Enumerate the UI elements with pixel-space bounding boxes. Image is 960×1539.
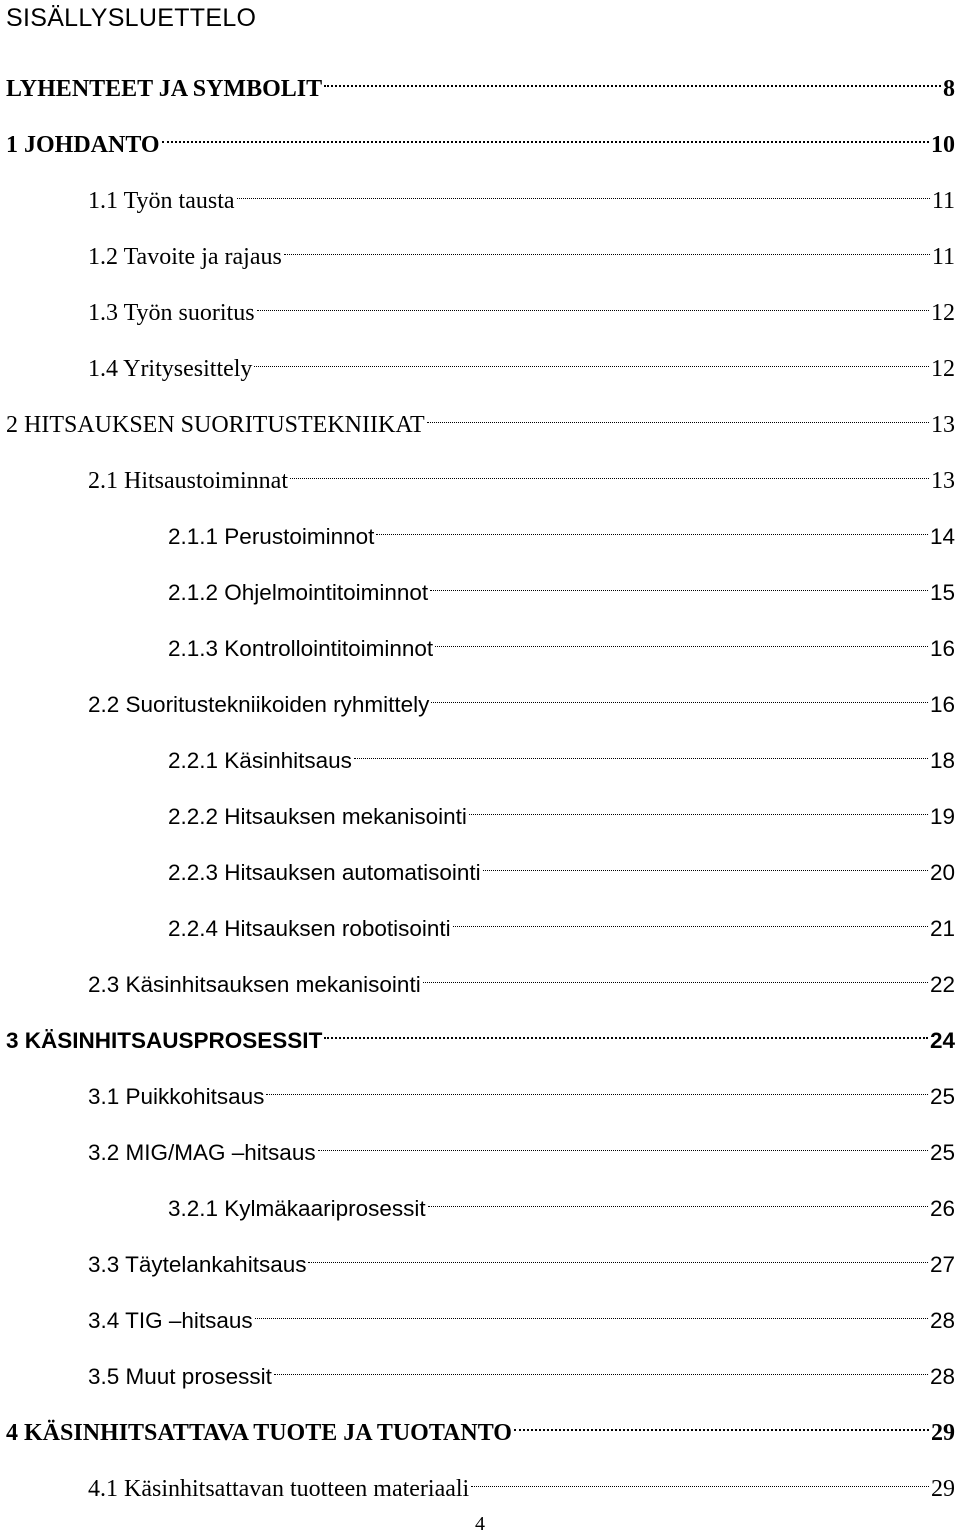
toc-entry[interactable] <box>88 448 955 494</box>
toc-entry[interactable] <box>6 1400 955 1446</box>
toc-entry-page: 28 <box>929 1308 955 1333</box>
toc-entry-page: 11 <box>931 244 955 270</box>
toc-entry-page: 21 <box>929 916 955 941</box>
toc-entry[interactable] <box>168 504 955 549</box>
dot-leader <box>254 336 929 376</box>
dot-leader <box>237 168 930 208</box>
dot-leader <box>483 840 928 880</box>
toc-entry[interactable] <box>6 1008 955 1053</box>
toc-entry-page: 8 <box>943 76 955 102</box>
toc-entry-page: 27 <box>929 1252 955 1277</box>
toc-entry-page: 10 <box>931 132 955 158</box>
toc-entry-page: 14 <box>929 524 955 549</box>
toc-entry-label: 1.3 Työn suoritus <box>88 300 255 326</box>
toc-entry-label: 3.2 MIG/MAG –hitsaus <box>88 1140 316 1165</box>
toc-entry-page: 16 <box>929 692 955 717</box>
toc-entry-label: 2.3 Käsinhitsauksen mekanisointi <box>88 972 421 997</box>
toc-entry-label: 2 HITSAUKSEN SUORITUSTEKNIIKAT <box>6 412 425 438</box>
toc-entry[interactable] <box>88 1288 955 1333</box>
dot-leader <box>266 1064 928 1104</box>
dot-leader <box>274 1344 928 1384</box>
toc-entry-label: 1.1 Työn tausta <box>88 188 235 214</box>
toc-entry-page: 11 <box>931 188 955 214</box>
toc-entry-label: 4 KÄSINHITSATTAVA TUOTE JA TUOTANTO <box>6 1420 512 1446</box>
toc-entry-label: 3.5 Muut prosessit <box>88 1364 272 1389</box>
dot-leader <box>324 56 941 96</box>
dot-leader <box>318 1120 928 1160</box>
dot-leader <box>427 392 929 432</box>
dot-leader <box>255 1288 928 1328</box>
toc-entry-label: 3.1 Puikkohitsaus <box>88 1084 265 1109</box>
toc-entry-page: 25 <box>929 1084 955 1109</box>
toc-entry-page: 13 <box>931 468 955 494</box>
toc-entry[interactable] <box>88 672 955 717</box>
toc-entry[interactable] <box>88 224 955 270</box>
toc-entry[interactable] <box>168 728 955 773</box>
toc-entry[interactable] <box>6 56 955 102</box>
dot-leader <box>423 952 928 992</box>
dot-leader <box>257 280 929 320</box>
toc-entry-label: 3.2.1 Kylmäkaariprosessit <box>168 1196 426 1221</box>
toc-entry-label: 2.2 Suoritustekniikoiden ryhmittely <box>88 692 430 717</box>
dot-leader <box>430 560 928 600</box>
toc-entry-label: 3 KÄSINHITSAUSPROSESSIT <box>6 1028 323 1053</box>
toc-heading: SISÄLLYSLUETTELO <box>6 4 257 32</box>
toc-entry-label: 2.2.1 Käsinhitsaus <box>168 748 352 773</box>
toc-entry-label: 1.4 Yritysesittely <box>88 356 253 382</box>
toc-entry-page: 18 <box>929 748 955 773</box>
toc-entry-page: 20 <box>929 860 955 885</box>
toc-entry[interactable] <box>88 1064 955 1109</box>
toc-entry-page: 16 <box>929 636 955 661</box>
toc-entry-label: 1.2 Tavoite ja rajaus <box>88 244 282 270</box>
toc-entry-page: 28 <box>929 1364 955 1389</box>
toc-entry-label: 2.2.4 Hitsauksen robotisointi <box>168 916 451 941</box>
toc-entry-page: 15 <box>929 580 955 605</box>
toc-entry-page: 13 <box>931 412 955 438</box>
toc-entry[interactable] <box>88 1344 955 1389</box>
dot-leader <box>514 1400 929 1440</box>
toc-entry[interactable] <box>168 560 955 605</box>
toc-entry-label: 2.1 Hitsaustoiminnat <box>88 468 288 494</box>
toc-entry-label: 2.1.3 Kontrollointitoiminnot <box>168 636 434 661</box>
dot-leader <box>284 224 930 264</box>
toc-entry[interactable] <box>168 840 955 885</box>
dot-leader <box>435 616 928 656</box>
toc-entry-page: 12 <box>931 356 955 382</box>
dot-leader <box>308 1232 927 1272</box>
toc-entry-label: 2.1.1 Perustoiminnot <box>168 524 375 549</box>
dot-leader <box>376 504 928 544</box>
toc-entry[interactable] <box>88 1120 955 1165</box>
toc-entry-label: 2.2.3 Hitsauksen automatisointi <box>168 860 481 885</box>
toc-entry[interactable] <box>88 336 955 382</box>
toc-entry-page: 12 <box>931 300 955 326</box>
toc-entry[interactable] <box>88 1232 955 1277</box>
toc-entry-label: 2.1.2 Ohjelmointitoiminnot <box>168 580 429 605</box>
toc-entry-label: 4.1 Käsinhitsattavan tuotteen materiaali <box>88 1476 470 1502</box>
dot-leader <box>324 1008 928 1048</box>
toc-entry[interactable] <box>6 392 955 438</box>
toc-entry[interactable] <box>88 1456 955 1502</box>
toc-entry-page: 24 <box>929 1028 955 1053</box>
toc-entry[interactable] <box>168 896 955 941</box>
toc-entry[interactable] <box>168 1176 955 1221</box>
toc-entry-page: 19 <box>929 804 955 829</box>
dot-leader <box>428 1176 928 1216</box>
page-number: 4 <box>475 1513 485 1535</box>
toc-entry[interactable] <box>168 784 955 829</box>
dot-leader <box>354 728 928 768</box>
dot-leader <box>471 1456 929 1496</box>
toc-entry[interactable] <box>88 952 955 997</box>
dot-leader <box>453 896 928 936</box>
toc-entry-page: 26 <box>929 1196 955 1221</box>
dot-leader <box>469 784 928 824</box>
toc-entry-label: 1 JOHDANTO <box>6 132 160 158</box>
dot-leader <box>162 112 929 152</box>
toc-entry-label: 3.4 TIG –hitsaus <box>88 1308 253 1333</box>
toc-entry-page: 29 <box>931 1420 955 1446</box>
toc-entry-page: 25 <box>929 1140 955 1165</box>
toc-entry-page: 22 <box>929 972 955 997</box>
toc-entry-label: LYHENTEET JA SYMBOLIT <box>6 76 323 102</box>
toc-entry-label: 2.2.2 Hitsauksen mekanisointi <box>168 804 467 829</box>
toc-entry[interactable] <box>88 280 955 326</box>
toc-entry-label: 3.3 Täytelankahitsaus <box>88 1252 307 1277</box>
toc-entry[interactable] <box>168 616 955 661</box>
toc-entry-page: 29 <box>931 1476 955 1502</box>
toc-entry[interactable] <box>88 168 955 214</box>
toc-entry[interactable] <box>6 112 955 158</box>
dot-leader <box>290 448 929 488</box>
dot-leader <box>431 672 928 712</box>
